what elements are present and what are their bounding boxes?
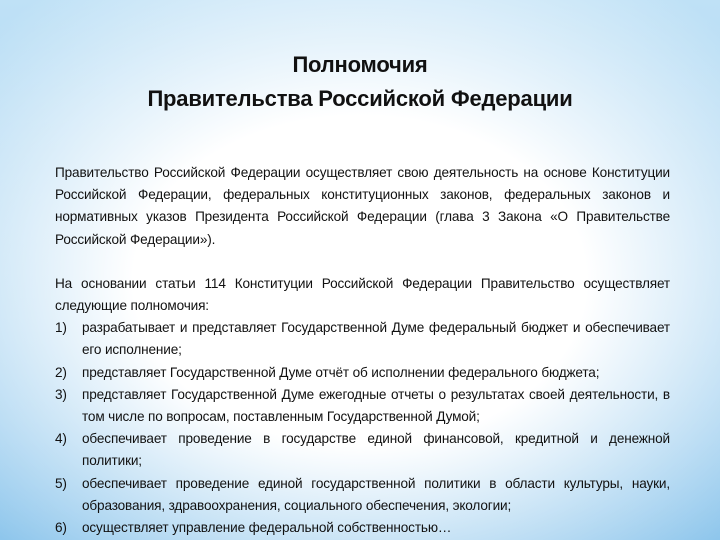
lead-paragraph: На основании статьи 114 Конституции Российской Федерации Правительство осуществляет следующие полномочия: bbox=[55, 275, 670, 314]
list-item-text: осуществляет управление федеральной собственностью… bbox=[82, 520, 452, 536]
list-item-text: обеспечивает проведение единой государственной политики в области культуры, науки, образования, здравоохранения, социального обеспечения, экологии; bbox=[82, 475, 670, 513]
list-item-text: представляет Государственной Думе отчёт об исполнении федерального бюджета; bbox=[82, 364, 600, 380]
list-item bbox=[55, 473, 670, 517]
list-item-number: 2) bbox=[55, 364, 67, 380]
list-item-text: представляет Государственной Думе ежегодные отчеты о результатах своей деятельности, в том числе по вопросам, поставленным Государственной Думой; bbox=[82, 386, 670, 425]
title-line-1: Полномочия bbox=[292, 52, 428, 77]
list-item bbox=[55, 362, 670, 384]
intro-paragraph: Правительство Российской Федерации осуществляет свою деятельность на основе Конституции Российской Федерации, федеральных конституционных законов, федеральных законов и нормативных указов Президента Российской Федерации (глава 3 Закона «О Правительстве Российской Федерации»). bbox=[55, 165, 670, 247]
slide-body bbox=[55, 162, 670, 539]
powers-list bbox=[55, 317, 670, 539]
list-item-text: разрабатывает и представляет Государственной Думе федеральный бюджет и обеспечивает его исполнение; bbox=[82, 320, 670, 358]
list-item-number: 1) bbox=[55, 320, 67, 336]
list-item bbox=[55, 317, 670, 361]
list-item-text: обеспечивает проведение в государстве единой финансовой, кредитной и денежной политики; bbox=[82, 431, 670, 469]
list-item-number: 4) bbox=[55, 431, 67, 447]
paragraph-spacer bbox=[55, 251, 670, 273]
list-item bbox=[55, 517, 670, 539]
page-title bbox=[40, 48, 680, 116]
list-item-number: 5) bbox=[55, 475, 67, 491]
list-item bbox=[55, 428, 670, 472]
list-item bbox=[55, 384, 670, 428]
title-line-2: Правительства Российской Федерации bbox=[147, 86, 573, 111]
list-item-number: 3) bbox=[55, 386, 67, 402]
list-item-number: 6) bbox=[55, 520, 67, 536]
